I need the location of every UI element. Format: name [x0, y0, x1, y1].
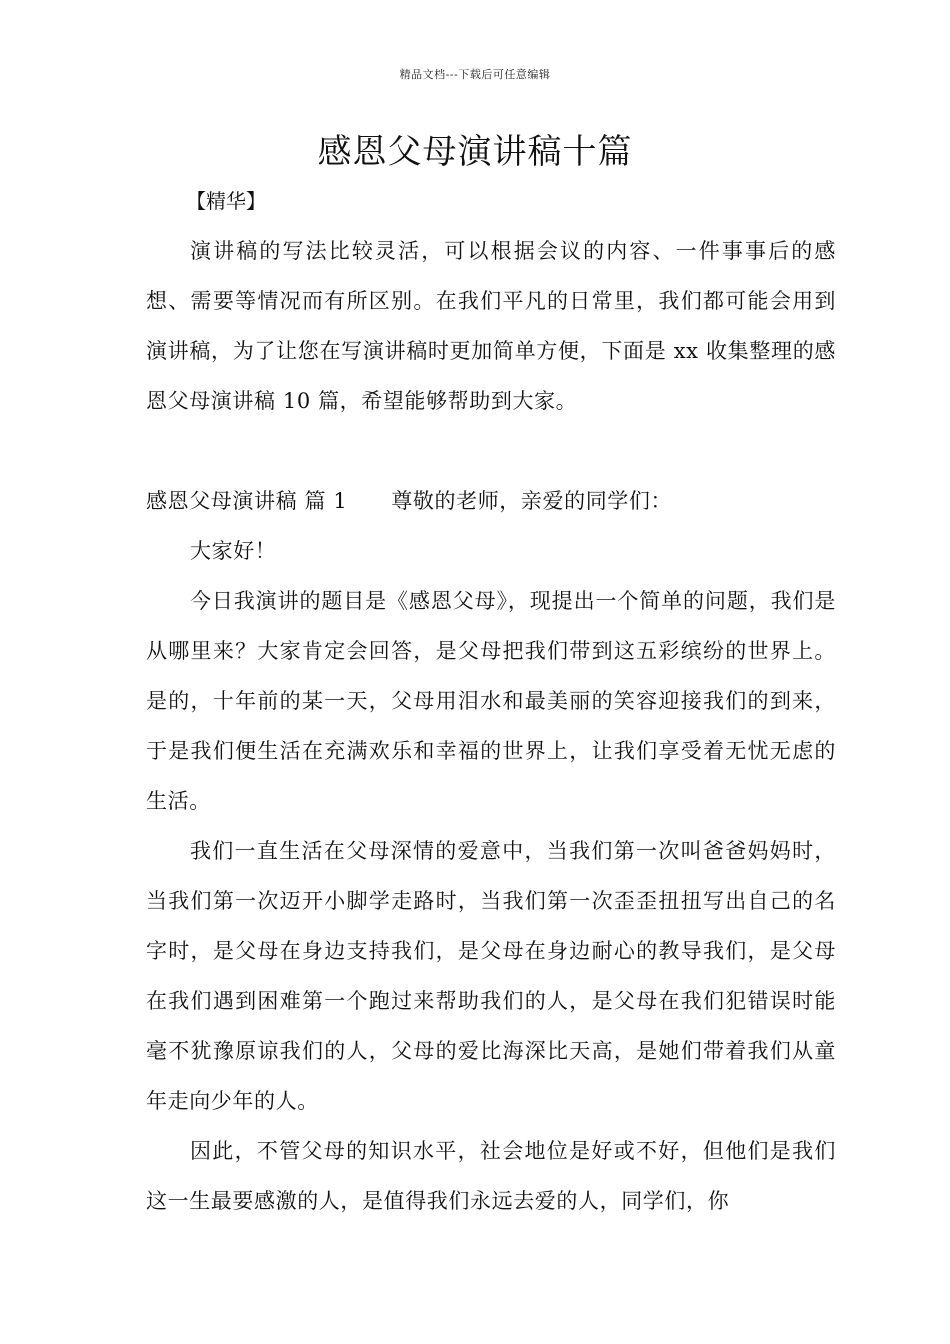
body-paragraph: 我们一直生活在父母深情的爱意中，当我们第一次叫爸爸妈妈时，当我们第一次迈开小脚学走路时，当我们第一次歪歪扭扭写出自己的名字时，是父母在身边支持我们，是父母在身边耐心的教导我们，是父母在我们遇到困难第一个跑过来帮助我们的人，是父母在我们犯错误时能毫不犹豫原谅我们的人，父母的爱比海深比天高，是她们带着我们从童年走向少年的人。 — [146, 839, 836, 1113]
salutation: 尊敬的老师，亲爱的同学们： — [391, 489, 673, 513]
header-note: 精品文档---下载后可任意编辑 — [399, 68, 551, 81]
intro-section — [146, 226, 836, 426]
intro-paragraph: 演讲稿的写法比较灵活，可以根据会议的内容、一件事事后的感想、需要等情况而有所区别。在我们平凡的日常里，我们都可能会用到演讲稿，为了让您在写演讲稿时更加简单方便，下面是 xx 收集整理的感恩父母演讲稿 10 篇，希望能够帮助到大家。 — [146, 239, 836, 413]
section-heading-line — [146, 476, 836, 526]
document-title: 感恩父母演讲稿十篇 — [317, 132, 633, 172]
body-paragraph: 今日我演讲的题目是《感恩父母》，现提出一个简单的问题，我们是从哪里来？大家肯定会回答，是父母把我们带到这五彩缤纷的世界上。是的，十年前的某一天，父母用泪水和最美丽的笑容迎接我们的到来，于是我们便生活在充满欢乐和幸福的世界上，让我们享受着无忧无虑的生活。 — [146, 589, 836, 813]
speech-section-1 — [146, 476, 836, 1226]
section-heading: 感恩父母演讲稿 篇 1 — [146, 489, 348, 513]
greeting: 大家好！ — [190, 539, 277, 563]
quality-tag: 【精华】 — [186, 189, 266, 213]
body-paragraph: 因此，不管父母的知识水平，社会地位是好或不好，但他们是我们这一生最要感激的人，是值得我们永远去爱的人，同学们，你 — [146, 1139, 836, 1213]
